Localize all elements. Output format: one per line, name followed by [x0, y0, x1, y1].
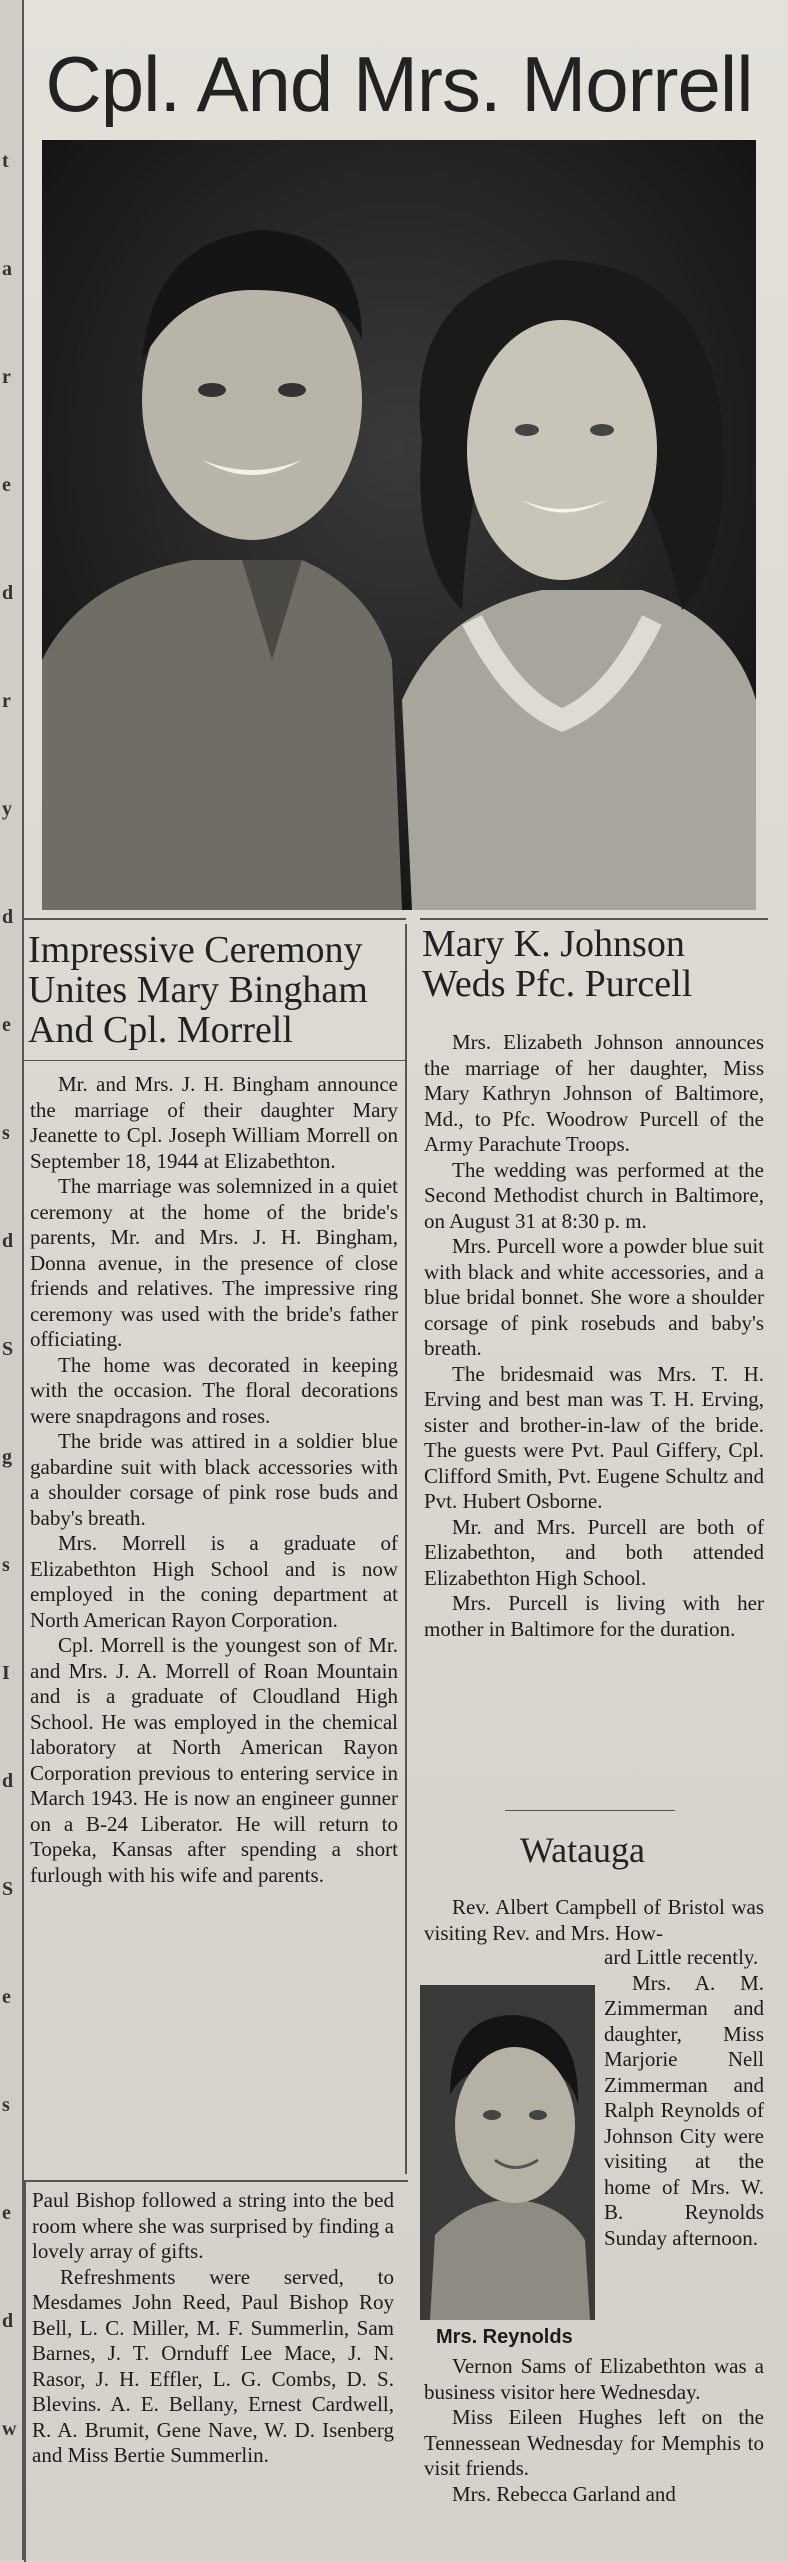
- paragraph: ard Little recently.: [604, 1945, 759, 1969]
- mrs-reynolds-portrait: [420, 1985, 595, 2320]
- gutter-letter: d: [2, 1230, 14, 1252]
- headline-line: Mary K. Johnson: [422, 923, 685, 965]
- shower-story-fragment: [24, 2180, 408, 2562]
- gutter-letter: r: [2, 690, 11, 712]
- paragraph: Vernon Sams of Elizabethton was a business visitor here Wednesday.: [424, 2354, 764, 2404]
- fragment-body: [32, 2188, 394, 2469]
- gutter-letter: w: [2, 2418, 17, 2440]
- gutter-letter: e: [2, 1986, 11, 2008]
- story-morrell-body: [30, 1072, 398, 1888]
- headline-line: Weds Pfc. Purcell: [422, 963, 693, 1005]
- paragraph: The marriage was solemnized in a quiet ceremony at the home of the bride's parents, Mr. and Mrs. J. H. Bingham, Donna avenue, in the presence of close friends and relatives. The impressive ring ceremony was used with the bride's father officiating.: [30, 1174, 398, 1351]
- story-purcell-body: [424, 1030, 764, 1642]
- paragraph: Paul Bishop followed a string into the bed room where she was surprised by finding a lovely array of gifts.: [32, 2188, 394, 2263]
- story-purcell-headline: [422, 924, 768, 1004]
- watauga-lead: [424, 1895, 764, 1946]
- headline-line: And Cpl. Morrell: [28, 1009, 293, 1051]
- gutter-letter: I: [2, 1662, 10, 1684]
- gutter-letter: d: [2, 906, 14, 928]
- gutter-letter: t: [2, 150, 9, 172]
- paragraph: Mrs. A. M. Zimmerman and daughter, Miss Marjorie Nell Zimmerman and Ralph Reynolds of Johnson City were visiting at the home of Mrs. W. B. Reynolds Sunday afternoon.: [604, 1970, 764, 2250]
- gutter-letter: s: [2, 1122, 10, 1144]
- gutter-letter: y: [2, 798, 12, 820]
- paragraph: Mr. and Mrs. J. H. Bingham announce the marriage of their daughter Mary Jeanette to Cpl. Joseph William Morrell on September 18, 1944 at Elizabethton.: [30, 1072, 398, 1173]
- paragraph: Cpl. Morrell is the youngest son of Mr. and Mrs. J. A. Morrell of Roan Mountain and is a graduate of Cloudland High School. He was employed in the chemical laboratory at North American Rayon Corporation previous to entering service in March 1943. He is now an engineer gunner on a B-24 Liberator. He will return to Topeka, Kansas after spending a short furlough with his wife and parents.: [30, 1633, 398, 1887]
- headline-rule: [24, 1060, 406, 1061]
- paragraph: The bride was attired in a soldier blue gabardine suit with black accessories with a shoulder corsage of pink rose buds and baby's breath.: [30, 1429, 398, 1530]
- paragraph: The wedding was performed at the Second Methodist church in Baltimore, on August 31 at 8:30 p. m.: [424, 1157, 764, 1233]
- paragraph: Miss Eileen Hughes left on the Tennessean Wednesday for Memphis to visit friends.: [424, 2405, 764, 2480]
- watauga-continued: [424, 2354, 764, 2507]
- headline-line: Unites Mary Bingham: [28, 969, 368, 1011]
- gutter-letter: S: [2, 1338, 14, 1360]
- paragraph: Mrs. Elizabeth Johnson announces the marriage of her daughter, Miss Mary Kathryn Johnson of Baltimore, Md., to Pfc. Woodrow Purcell of the Army Parachute Troops.: [424, 1030, 764, 1156]
- gutter-letter: d: [2, 1770, 14, 1792]
- paragraph: Rev. Albert Campbell of Bristol was visiting Rev. and Mrs. How-: [424, 1895, 764, 1945]
- gutter-letter: g: [2, 1446, 12, 1468]
- column-divider: [405, 924, 407, 2174]
- portrait-image: [420, 1985, 595, 2320]
- couple-photograph: [42, 140, 756, 910]
- paragraph: Mr. and Mrs. Purcell are both of Elizabethton, and both attended Elizabethton High School.: [424, 1514, 764, 1590]
- column-rule-left: [24, 918, 406, 920]
- section-rule: [505, 1810, 675, 1811]
- paragraph: Refreshments were served, to Mesdames John Reed, Paul Bishop Roy Bell, L. C. Miller, M. F. Summerlin, Sam Barnes, J. T. Ornduff Lee Mace, J. N. Rasor, J. H. Effler, L. G. Combs, D. S. Blevins. A. E. Bellany, Ernest Cardwell, R. A. Brumit, Gene Nave, W. D. Isenberg and Miss Bertie Summerlin.: [32, 2264, 394, 2467]
- watauga-wrap-text: [604, 1945, 764, 2251]
- gutter-letter: r: [2, 366, 11, 388]
- gutter-letter: s: [2, 2094, 10, 2116]
- watauga-heading: Watauga: [520, 1830, 646, 1870]
- gutter-letter: S: [2, 1878, 14, 1900]
- paragraph: Mrs. Purcell wore a powder blue suit with black and white accessories, and a blue bridal bonnet. She wore a shoulder corsage of pink rosebuds and baby's breath.: [424, 1234, 764, 1360]
- paragraph: Mrs. Morrell is a graduate of Elizabethton High School and is now employed in the coning department at North American Rayon Corporation.: [30, 1531, 398, 1632]
- headline-line: Impressive Ceremony: [28, 929, 363, 971]
- paragraph: Mrs. Rebecca Garland and: [452, 2481, 676, 2506]
- column-rule-right: [420, 918, 768, 920]
- gutter-letter: a: [2, 258, 12, 280]
- adjacent-column-fragment: [0, 0, 24, 2560]
- paragraph: The bridesmaid was Mrs. T. H. Erving and best man was T. H. Erving, sister and brother-in-law of the bride. The guests were Pvt. Paul Giffery, Cpl. Clifford Smith, Pvt. Eugene Schultz and Pvt. Hubert Osborne.: [424, 1361, 764, 1513]
- gutter-letter: e: [2, 2202, 11, 2224]
- gutter-letter: s: [2, 1554, 10, 1576]
- gutter-letter: e: [2, 474, 11, 496]
- gutter-letter: e: [2, 1014, 11, 1036]
- paragraph: Mrs. Purcell is living with her mother in Baltimore for the duration.: [424, 1591, 764, 1641]
- portrait-caption: Mrs. Reynolds: [436, 2326, 573, 2348]
- gutter-letter: d: [2, 2310, 14, 2332]
- gutter-letter: d: [2, 582, 14, 604]
- paragraph: The home was decorated in keeping with the occasion. The floral decorations were snapdragons and roses.: [30, 1352, 398, 1428]
- couple-photo-image: [42, 140, 756, 910]
- photo-banner-title: Cpl. And Mrs. Morrell: [45, 40, 753, 128]
- story-morrell-headline: [28, 930, 408, 1050]
